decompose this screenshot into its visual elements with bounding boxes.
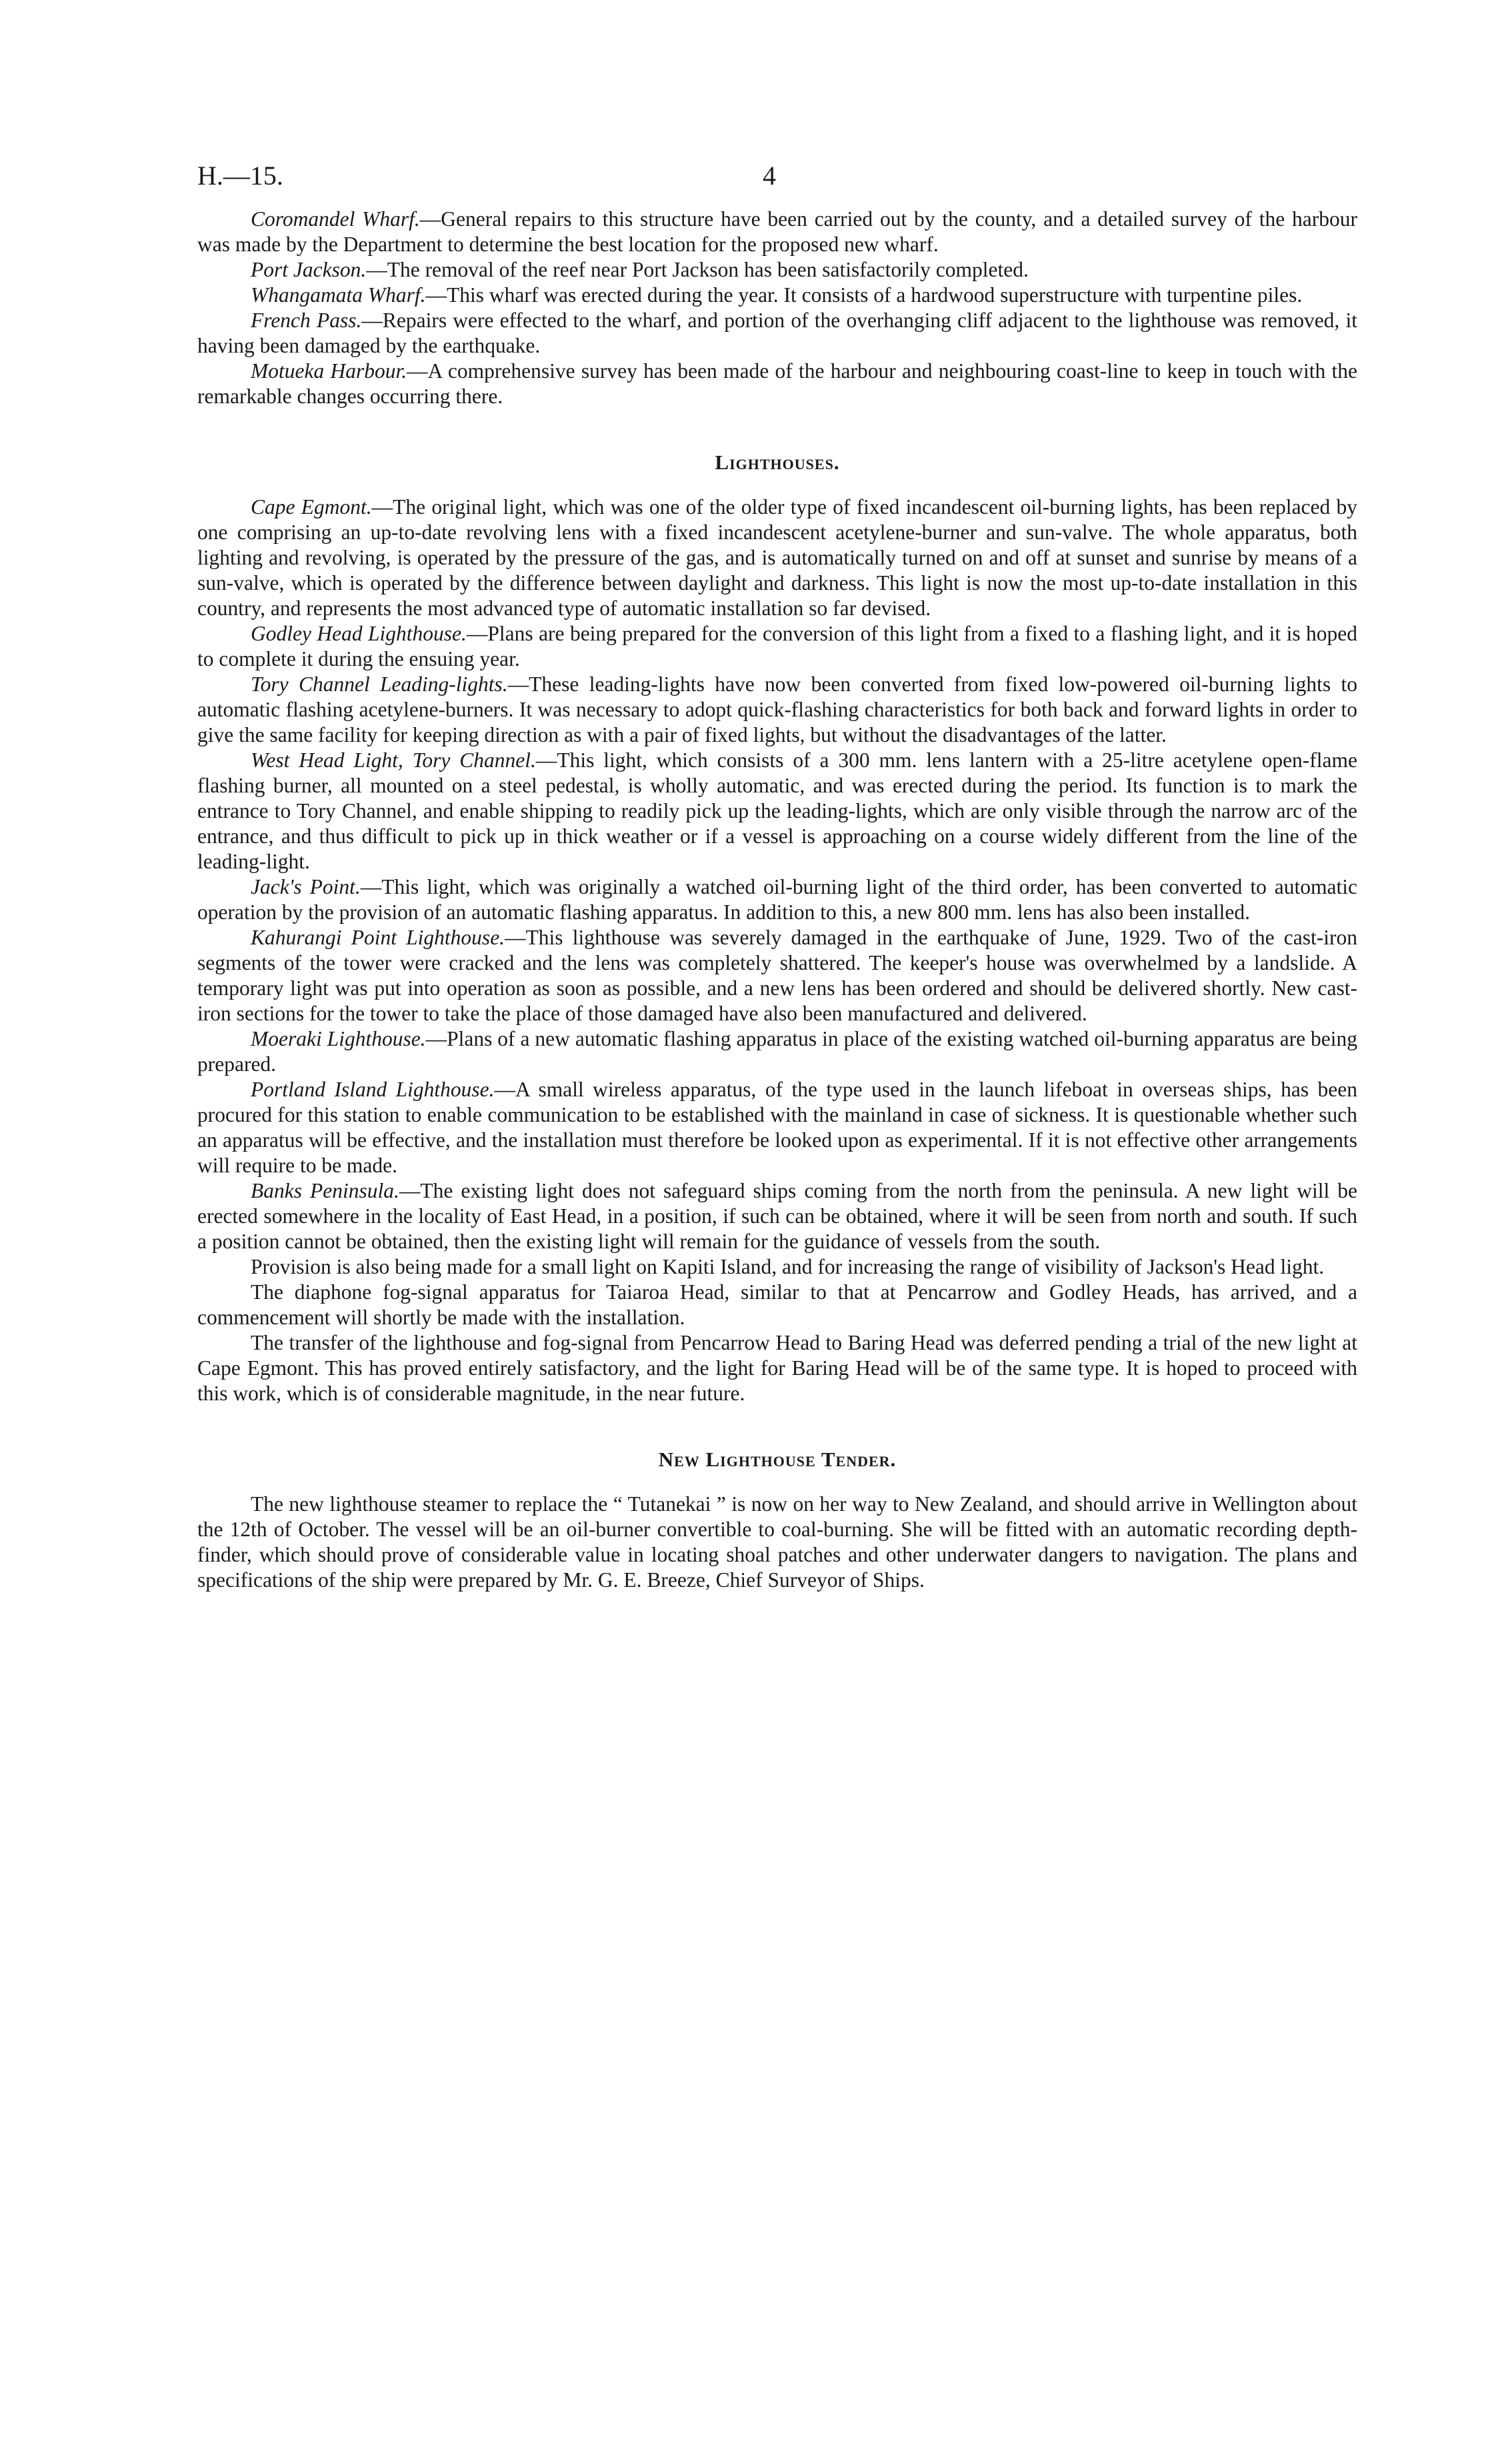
paragraph: Provision is also being made for a small light on Kapiti Island, and for increasing the range of visibility of Jackson's Head light. bbox=[251, 1255, 1325, 1278]
paragraph: Cape Egmont.—The original light, which was one of the older type of fixed incandescent oil-burning lights, has been replaced by one comprising an up-to-date revolving lens with a fixed incandescent acetylene-burner and sun-valve. The whole apparatus, both lighting and revolving, is operated by the pressure of the gas, and is automatically turned on and off at sunset and sunrise by means of a sun-valve, which is operated by the difference between daylight and darkness. This light is now the most up-to-date installation in this country, and represents the most advanced type of automatic installation so far devised. bbox=[197, 495, 1357, 620]
paragraph: Motueka Harbour.—A comprehensive survey has been made of the harbour and neighbouring coast-line to keep in touch with the remarkable changes occurring there. bbox=[197, 359, 1357, 408]
paragraph: Banks Peninsula.—The existing light does not safeguard ships coming from the north from the peninsula. A new light will be erected somewhere in the locality of East Head, in a position, if such can be obtained, where it will be seen from north and south. If such a position cannot be obtained, then the existing light will remain for the guidance of vessels from the south. bbox=[197, 1179, 1357, 1253]
tender-section bbox=[197, 1492, 1357, 1593]
paragraph: Portland Island Lighthouse.—A small wireless apparatus, of the type used in the launch lifeboat in overseas ships, has been procured for this station to enable communication to be established with the mainland in case of sickness. It is questionable whether such an apparatus will be effective, and the installation must therefore be looked upon as experimental. If it is not effective other arrangements will require to be made. bbox=[197, 1078, 1358, 1177]
paragraph: Moeraki Lighthouse.—Plans of a new automatic flashing apparatus in place of the existing watched oil-burning apparatus are being prepared. bbox=[197, 1027, 1357, 1076]
document-reference: H.—15. bbox=[197, 161, 283, 191]
paragraph: Port Jackson.—The removal of the reef near Port Jackson has been satisfactorily completed. bbox=[251, 258, 1029, 281]
paragraph: French Pass.—Repairs were effected to the wharf, and portion of the overhanging cliff adjacent to the lighthouse was removed, it having been damaged by the earthquake. bbox=[197, 309, 1357, 357]
paragraph: Kahurangi Point Lighthouse.—This lighthouse was severely damaged in the earthquake of June, 1929. Two of the cast-iron segments of the tower were cracked and the lens was completely shattered. The keeper's house was overwhelmed by a landslide. A temporary light was put into operation as soon as possible, and a new lens has been ordered and should be delivered shortly. New cast-iron sections for the tower to take the place of those damaged have also been manufactured and delivered. bbox=[197, 926, 1358, 1025]
paragraph: Whangamata Wharf.—This wharf was erected during the year. It consists of a hardwood superstructure with turpentine piles. bbox=[251, 283, 1303, 307]
paragraph: The transfer of the lighthouse and fog-signal from Pencarrow Head to Baring Head was deferred pending a trial of the new light at Cape Egmont. This has proved entirely satisfactory, and the light for Baring Head will be of the same type. It is hoped to proceed with this work, which is of considerable magnitude, in the near future. bbox=[197, 1331, 1357, 1405]
paragraph: The new lighthouse steamer to replace the “ Tutanekai ” is now on her way to New Zealand, and should arrive in Wellington about the 12th of October. The vessel will be an oil-burner convertible to coal-burning. She will be fitted with an automatic recording depth-finder, which should prove of considerable value in locating shoal patches and other underwater dangers to navigation. The plans and specifications of the ship were prepared by Mr. G. E. Breeze, Chief Surveyor of Ships. bbox=[197, 1492, 1357, 1592]
section-heading-lighthouses: Lighthouses. bbox=[715, 451, 840, 474]
wharves-section bbox=[197, 207, 1357, 409]
section-heading-tender: New Lighthouse Tender. bbox=[658, 1448, 897, 1471]
paragraph: West Head Light, Tory Channel.—This light, which consists of a 300 mm. lens lantern with a 25-litre acetylene open-flame flashing burner, all mounted on a steel pedestal, is wholly automatic, and was erected during the period. Its function is to mark the entrance to Tory Channel, and enable shipping to readily pick up the leading-lights, which are only visible through the narrow arc of the entrance, and thus difficult to pick up in thick weather or if a vessel is approaching on a course widely different from the line of the leading-light. bbox=[197, 748, 1357, 873]
paragraph: The diaphone fog-signal apparatus for Taiaroa Head, similar to that at Pencarrow and Godley Heads, has arrived, and a commencement will shortly be made with the installation. bbox=[197, 1280, 1357, 1329]
paragraph: Godley Head Lighthouse.—Plans are being prepared for the conversion of this light from a fixed to a flashing light, and it is hoped to complete it during the ensuing year. bbox=[197, 622, 1357, 670]
document-page bbox=[197, 160, 1357, 1593]
paragraph: Coromandel Wharf.—General repairs to this structure have been carried out by the county, and a detailed survey of the harbour was made by the Department to determine the best location for the proposed new wharf. bbox=[197, 207, 1357, 256]
paragraph: Tory Channel Leading-lights.—These leading-lights have now been converted from fixed low-powered oil-burning lights to automatic flashing acetylene-burners. It was necessary to adopt quick-flashing characteristics for both back and forward lights in order to give the same facility for keeping direction as with a pair of fixed lights, but without the disadvantages of the latter. bbox=[197, 672, 1357, 746]
page-header bbox=[197, 160, 1357, 207]
page-number: 4 bbox=[763, 161, 776, 191]
lighthouses-section bbox=[197, 495, 1357, 1406]
paragraph: Jack's Point.—This light, which was originally a watched oil-burning light of the third order, has been converted to automatic operation by the provision of an automatic flashing apparatus. In addition to this, a new 800 mm. lens has also been installed. bbox=[197, 875, 1358, 924]
